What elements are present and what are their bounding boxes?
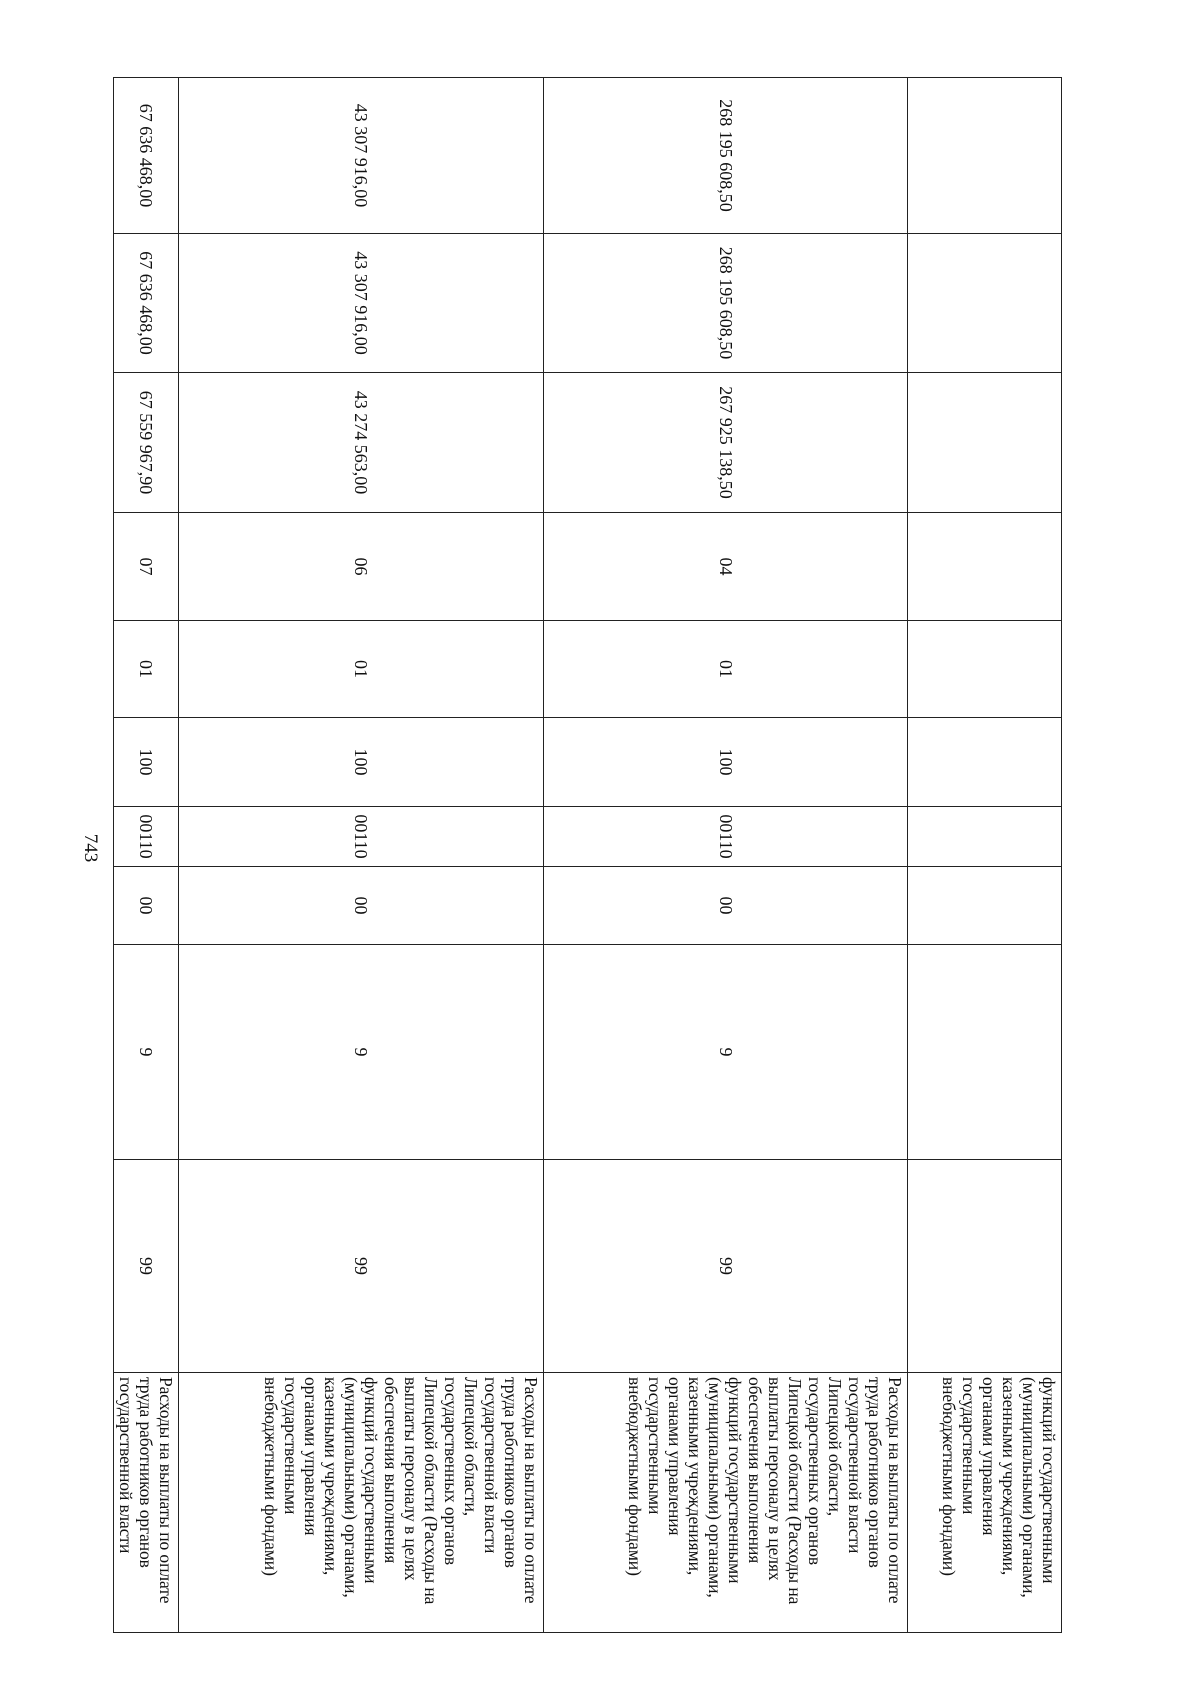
direction-cell (908, 807, 1062, 867)
amount-1-cell (114, 373, 179, 513)
amount-3-cell (114, 78, 179, 234)
program-text: 99 (716, 1257, 736, 1275)
subprogram-cell (544, 945, 908, 1160)
expense-type-text: 100 (351, 748, 372, 776)
program-cell (908, 1160, 1062, 1373)
subsection-text: 07 (136, 557, 157, 576)
program-text: 99 (351, 1257, 372, 1275)
direction-text: 00110 (716, 814, 736, 859)
expense-type-text: 100 (136, 748, 157, 776)
section-cell (908, 621, 1062, 718)
subsection-cell (544, 513, 908, 621)
budget-table (113, 77, 1062, 1633)
description-cell: Расходы на выплаты по оплате труда работников органов государственной власти Липецкой области, государственных органов Липецкой области (Расходы на выплаты персоналу в целях обеспечения выполнения функций государственными (муниципальными) органами, казенными учреждениями, органами управления государственными внебюджетными фондами) (544, 1373, 908, 1633)
section-text: 01 (351, 660, 372, 678)
subsection-cell (114, 513, 179, 621)
subprogram-text: 9 (136, 1047, 157, 1057)
main-event-cell (179, 867, 544, 945)
section-cell (179, 621, 544, 718)
expense-type-cell (179, 718, 544, 807)
expense-type-cell (114, 718, 179, 807)
main-event-cell (544, 867, 908, 945)
amount-3-text: 43 307 916,00 (351, 103, 372, 208)
section-cell (114, 621, 179, 718)
amount-3-text: 67 636 468,00 (136, 103, 157, 208)
subsection-text: 06 (351, 557, 372, 576)
direction-cell (544, 807, 908, 867)
program-cell (114, 1160, 179, 1373)
main-event-text: 00 (136, 896, 157, 915)
amount-2-text: 268 195 608,50 (716, 246, 736, 360)
subprogram-cell (179, 945, 544, 1160)
description-cell: функций государственными (муниципальными) органами, казенными учреждениями, органами управления государственными внебюджетными фондами) (908, 1373, 1062, 1633)
subprogram-cell (908, 945, 1062, 1160)
program-cell (544, 1160, 908, 1373)
amount-2-cell (114, 234, 179, 373)
direction-text: 00110 (351, 814, 372, 859)
amount-1-text: 267 925 138,50 (716, 386, 736, 499)
amount-2-cell (544, 234, 908, 373)
amount-3-cell (544, 78, 908, 234)
subprogram-text: 9 (716, 1047, 736, 1057)
section-text: 01 (136, 660, 157, 678)
amount-1-cell (179, 373, 544, 513)
section-cell (544, 621, 908, 718)
direction-cell (114, 807, 179, 867)
amount-3-cell (179, 78, 544, 234)
direction-text: 00110 (136, 814, 157, 859)
section-text: 01 (716, 660, 736, 678)
expense-type-cell (908, 718, 1062, 807)
rotated-table-wrapper (116, 77, 1062, 1632)
amount-2-text: 43 307 916,00 (351, 251, 372, 355)
amount-3-cell (908, 78, 1062, 234)
main-event-cell (114, 867, 179, 945)
subprogram-text: 9 (351, 1047, 372, 1057)
subsection-text: 04 (716, 557, 736, 576)
amount-2-cell (908, 234, 1062, 373)
main-event-text: 00 (351, 896, 372, 915)
description-cell: Расходы на выплаты по оплате труда работников органов государственной власти (114, 1373, 179, 1633)
subsection-cell (179, 513, 544, 621)
description-cell: Расходы на выплаты по оплате труда работников органов государственной власти Липецкой области, государственных органов Липецкой области (Расходы на выплаты персоналу в целях обеспечения выполнения функций государственными (муниципальными) органами, казенными учреждениями, органами управления государственными внебюджетными фондами) (179, 1373, 544, 1633)
table-row (179, 78, 544, 1633)
main-event-text: 00 (716, 896, 736, 915)
expense-type-cell (544, 718, 908, 807)
amount-1-cell (544, 373, 908, 513)
amount-1-text: 43 274 563,00 (351, 390, 372, 495)
direction-cell (179, 807, 544, 867)
main-event-cell (908, 867, 1062, 945)
amount-2-text: 67 636 468,00 (136, 251, 157, 355)
table-row (544, 78, 908, 1633)
page-number-text: 743 (80, 833, 101, 863)
subsection-cell (908, 513, 1062, 621)
expense-type-text: 100 (716, 748, 736, 776)
subprogram-cell (114, 945, 179, 1160)
amount-1-text: 67 559 967,90 (136, 390, 157, 495)
program-text: 99 (136, 1257, 157, 1275)
program-cell (179, 1160, 544, 1373)
table-row (114, 78, 179, 1633)
table-row (908, 78, 1062, 1633)
amount-1-cell (908, 373, 1062, 513)
amount-3-text: 268 195 608,50 (716, 99, 736, 212)
amount-2-cell (179, 234, 544, 373)
